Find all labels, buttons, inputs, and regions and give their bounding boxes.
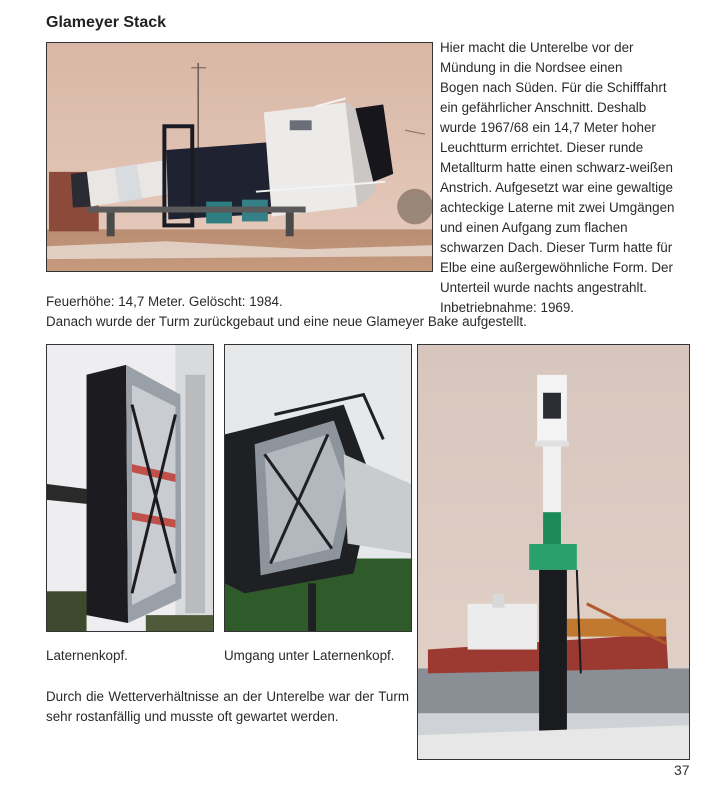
intro-line: Bogen nach Süden. Für die Schifffahrt xyxy=(440,80,667,95)
caption-lantern-head: Laternenkopf. xyxy=(46,648,128,663)
intro-text xyxy=(440,38,690,318)
facts-line-height: Feuerhöhe: 14,7 Meter. Gelöscht: 1984. xyxy=(46,294,283,309)
intro-line: Hier macht die Unterelbe vor der xyxy=(440,40,634,55)
maintenance-note: Durch die Wetterverhältnisse an der Unterelbe war der Turm sehr rostanfällig und musste oft gewartet werden. xyxy=(46,689,409,724)
intro-line: ein gefährlicher Anschnitt. Deshalb xyxy=(440,100,647,115)
intro-line: und einen Aufgang zum flachen xyxy=(440,220,628,235)
photo-gallery xyxy=(224,344,412,632)
page-title: Glameyer Stack xyxy=(46,14,167,31)
intro-line: achteckige Laterne mit zwei Umgängen xyxy=(440,200,675,215)
intro-line: Leuchtturm errichtet. Dieser runde xyxy=(440,140,644,155)
photo-dismantled-tower xyxy=(46,42,433,272)
page-number: 37 xyxy=(674,762,690,778)
intro-line: Mündung in die Nordsee einen xyxy=(440,60,623,75)
intro-line: Anstrich. Aufgesetzt war eine gewaltige xyxy=(440,180,673,195)
intro-line: Unterteil wurde nachts angestrahlt. xyxy=(440,280,647,295)
intro-line: schwarzen Dach. Dieser Turm hatte für xyxy=(440,240,673,255)
facts-text xyxy=(46,292,686,332)
caption-gallery: Umgang unter Laternenkopf. xyxy=(224,648,395,663)
facts-line-dismantled: Danach wurde der Turm zurückgebaut und eine neue Glameyer Bake aufgestellt. xyxy=(46,314,527,329)
intro-line: wurde 1967/68 ein 14,7 Meter hoher xyxy=(440,120,656,135)
intro-line: Elbe eine außergewöhnliche Form. Der xyxy=(440,260,673,275)
intro-line: Inbetriebnahme: 1969. xyxy=(440,300,575,315)
photo-new-beacon xyxy=(417,344,690,760)
intro-line: Metallturm hatte einen schwarz-weißen xyxy=(440,160,673,175)
photo-lantern-head xyxy=(46,344,214,632)
